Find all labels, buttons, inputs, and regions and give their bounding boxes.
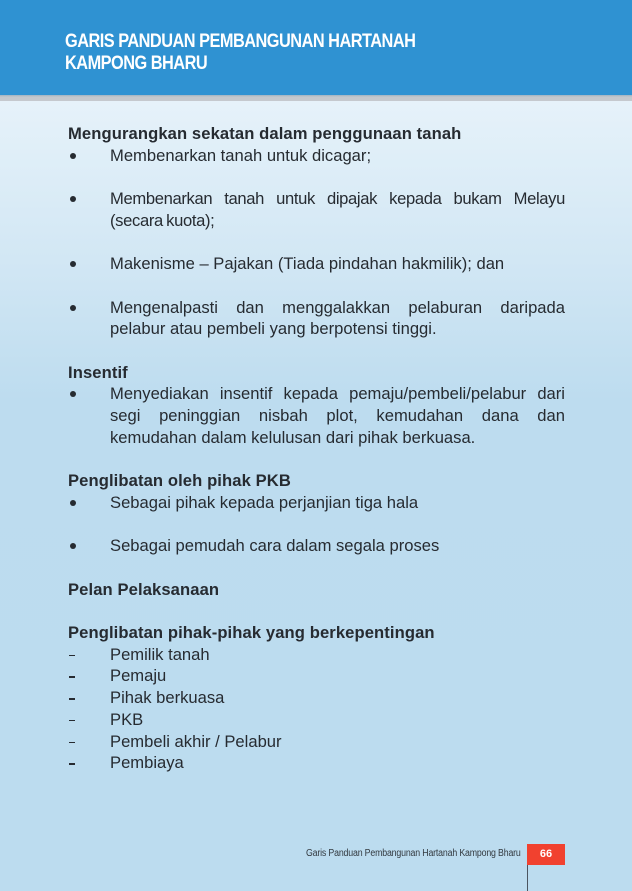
list-item-text: Pihak berkuasa — [110, 688, 225, 708]
list-item-text: Pemilik tanah — [110, 644, 210, 664]
list-item — [68, 709, 565, 731]
list-item — [68, 535, 565, 557]
list-item-text: Sebagai pemudah cara dalam segala proses — [110, 536, 440, 556]
list-item — [68, 253, 565, 275]
page-body — [68, 123, 565, 774]
list-item — [68, 145, 565, 167]
document-title — [65, 31, 415, 75]
section-heading-insentif: Insentif — [68, 362, 128, 382]
document-title-line-2: KAMPONG BHARU — [65, 53, 208, 74]
header-divider — [0, 95, 632, 101]
list-item-text: Makenisme – Pajakan (Tiada pindahan hakmilik); dan — [110, 254, 505, 274]
list-item-text: Mengenalpasti dan menggalakkan pelaburan daripada pelabur atau pembeli yang berpotensi tinggi. — [110, 297, 565, 339]
page-number-badge: 66 — [527, 844, 565, 865]
list-item — [68, 383, 565, 448]
footer-running-title: Garis Panduan Pembangunan Hartanah Kampong Bharu — [306, 848, 521, 859]
document-title-line-1: GARIS PANDUAN PEMBANGUNAN HARTANAH — [65, 31, 416, 52]
page-header — [0, 0, 632, 95]
list-item-text: Pembeli akhir / Pelabur — [110, 731, 282, 751]
list-item — [68, 665, 565, 687]
list-item — [68, 297, 565, 340]
list-item-text: Membenarkan tanah untuk dipajak kepada bukam Melayu (secara kuota); — [110, 189, 565, 230]
list-item-text: Pembiaya — [110, 753, 184, 773]
list-item-text: Membenarkan tanah untuk dicagar; — [110, 145, 372, 165]
list-item-text: Menyediakan insentif kepada pemaju/pembeli/pelabur dari segi peninggian nisbah plot, kemudahan dana dan kemudahan dalam kelulusan dari pihak berkuasa. — [110, 384, 565, 447]
list-item — [68, 752, 565, 774]
list-item — [68, 492, 565, 514]
section-heading-penglibatan-pkb: Penglibatan oleh pihak PKB — [68, 471, 291, 491]
section-heading-penglibatan-pihak: Penglibatan pihak-pihak yang berkepentingan — [68, 623, 435, 643]
section-heading-mengurangkan-sekatan: Mengurangkan sekatan dalam penggunaan tanah — [68, 124, 462, 143]
list-item-text: Sebagai pihak kepada perjanjian tiga hala — [110, 492, 419, 512]
list-item — [68, 644, 565, 666]
list-item — [68, 188, 565, 231]
list-item — [68, 731, 565, 753]
section-heading-pelan-pelaksanaan: Pelan Pelaksanaan — [68, 579, 220, 599]
list-item-text: PKB — [110, 709, 144, 729]
list-item-text: Pemaju — [110, 666, 167, 686]
list-item — [68, 687, 565, 709]
